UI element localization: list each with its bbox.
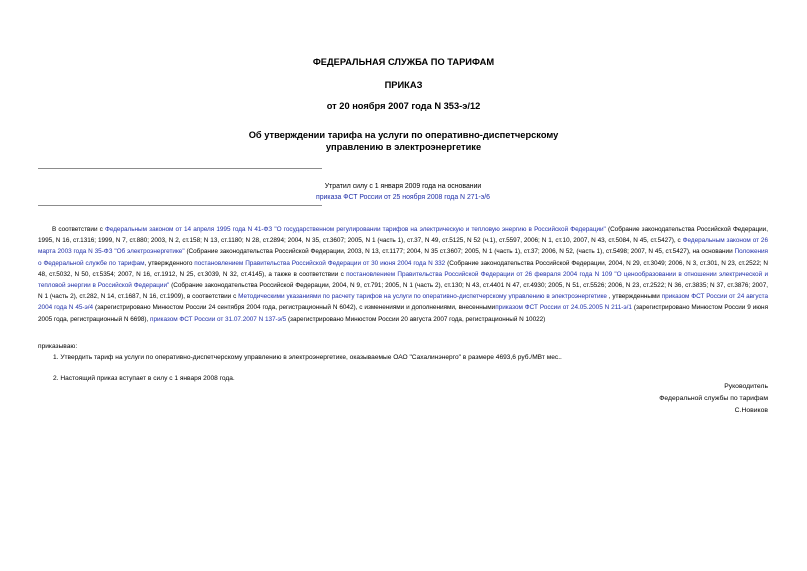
separator-bottom [38,205,322,206]
order-211-link[interactable]: приказом ФСТ России от 24.05.2005 N 211-э/1 [495,304,632,312]
status-note-link[interactable]: приказа ФСТ России от 25 ноября 2008 года N 271-э/6 [315,194,491,201]
signature-name: С.Новиков [734,407,768,415]
status-note-text: Утратил силу с 1 января 2009 года на основании [324,183,482,190]
order-45-link[interactable]: приказом ФСТ России от 24 августа 2004 года N 45-э/4 [38,293,768,312]
law-35-fz-link[interactable]: Федеральным законом от 26 марта 2003 года N 35-ФЗ "Об электроэнергетике" [38,237,768,256]
status-note [38,181,768,203]
fst-regulation-link[interactable]: Положения о Федеральной службе по тарифам [38,248,768,267]
order-137-link[interactable]: приказом ФСТ России от 31.07.2007 N 137-э/5 [150,315,287,323]
preamble-text: (Собрание законодательства Российской Федерации, 2004, N 9, ст.791; 2005, N 1 (часть 2), ст.130; N 43, ст.4401 N 47, ст.4930; 2005, N 51, ст.5526; 2006, N 23, ст.2522; N 36, ст.3835; N 37, ст.3876; 2007, N 1 (часть 2), ст.282, N 14, ст.1687, N 16, ст.1909), в соответствии с [38,282,768,301]
agency-name: ФЕДЕРАЛЬНАЯ СЛУЖБА ПО ТАРИФАМ [312,57,495,67]
preamble [38,224,768,325]
preamble-text: В соответствии с [52,226,105,233]
decree-109-link[interactable]: постановлением Правительства Российской Федерации от 26 февраля 2004 года N 109 "О ценообразовании в отношении электрической и тепловой энергии в Российской Федерации" [38,270,768,290]
preamble-text: (Собрание законодательства Российской Федерации, 2003, N 13, ст.1177; 2004, N 35 ст.3607; 2005, N 1 (часть 1), ст.37; 2006, N 52, (часть 1), ст.5498; 2007, N 45, ст.5427), на основании [184,248,735,256]
title-line-1: Об утверждении тарифа на услуги по оперативно-диспетчерскому [248,130,559,140]
preamble-text: , утвержденными [606,293,662,301]
preamble-text: , утвержденного [144,259,195,267]
methodology-link[interactable]: Методическими указаниями по расчету тарифов на услуги по оперативно-диспетчерскому управлению в электроэнергетике [238,293,607,301]
document-type: ПРИКАЗ [384,80,423,90]
decree-332-link[interactable]: постановлением Правительства Российской Федерации от 30 июня 2004 года N 332 [194,259,446,267]
order-item-1: 1. Утвердить тариф на услуги по оперативно-диспетчерскому управлению в электроэнергетике, оказываемые ОАО "Сахалинэнерго" в размере 4693,6 руб./МВт мес.. [53,354,562,361]
prikazyvayu: приказываю: [38,343,78,350]
order-item-2: 2. Настоящий приказ вступает в силу с 1 января 2008 года. [53,375,235,382]
separator-top [38,168,322,169]
signature-position: Руководитель [724,383,768,390]
preamble-text: (Собрание законодательства Российской Федерации, 1995, N 16, ст.1316; 1999, N 7, ст.880; 2003, N 2, ст.158; N 13, ст.1180; N 28, ст.2894; 2004, N 35, ст.3607; 2005, N 1 (часть 1), ст.37, N 49, ст.5125, N 52 (ч.1), ст.5597, 2006; N 1, ст.10, 2007, N 43, ст.5084, N 45, ст.5427), с [38,226,768,245]
signature-block [659,381,768,418]
preamble-text: (зарегистрировано Минюстом России 9 июня 2005 года, регистрационный N 6698), [38,304,769,323]
document-date: от 20 ноября 2007 года N 353-э/12 [326,101,481,111]
title-line-2: управлению в электроэнергетике [325,142,482,152]
preamble-text: (зарегистрировано Минюстом России 20 августа 2007 года, регистрационный N 10022) [286,315,546,323]
preamble-text: (Собрание законодательства Российской Федерации, 2004, N 29, ст.3049; 2006, N 3, ст.301, N 23, ст.2522; N 48, ст.5032, N 50, ст.5354; 2007, N 16, ст.1912, N 25, ст.3039, N 32, ст.4145), а также в соответствии с [38,259,768,278]
preamble-text: (зарегистрировано Минюстом России 24 сентября 2004 года, регистрационный N 6042), с изменениями и дополнениями, внесенными [93,304,496,312]
law-41-fz-link[interactable]: Федеральным законом от 14 апреля 1995 года N 41-ФЗ "О государственном регулировании тарифов на электрическую и тепловую энергию в Российской Федерации" [104,226,606,233]
document-title [220,129,587,153]
signature-organization: Федеральной службы по тарифам [659,395,768,403]
